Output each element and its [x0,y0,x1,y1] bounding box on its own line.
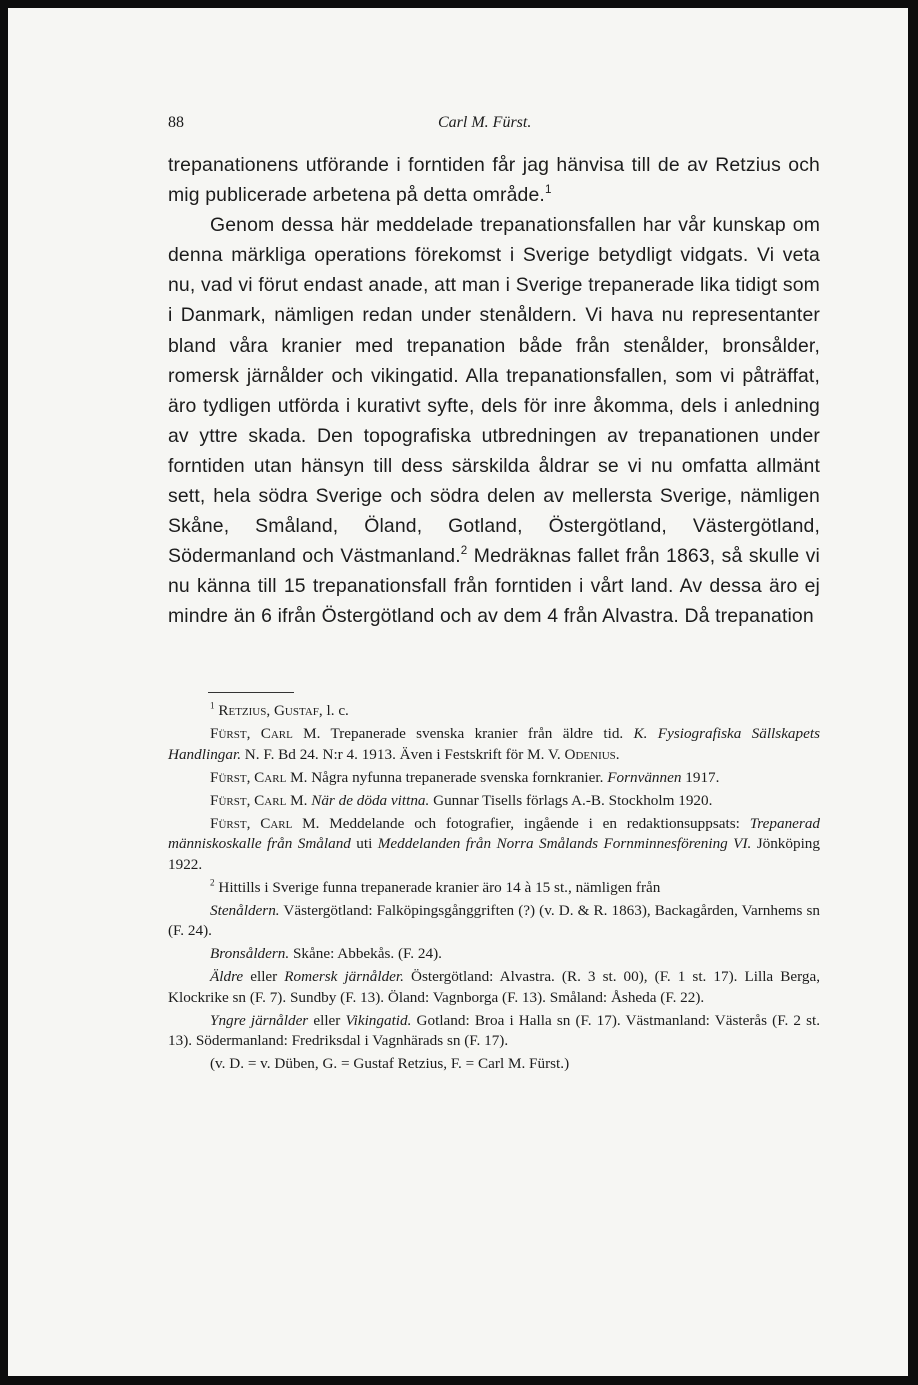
footnote: $^2$ Hittills i Sverige funna trepanerade kranier äro 14 à 15 st., nämligen från [210,877,661,896]
footnote: Äldre eller Romersk järnålder. Östergötland: Alvastra. (R. 3 st. 00), (F. 1 st. 17). Lilla Berga, Klockrike sn (F. 7). Sundby (F. 13). Öland: Vagnborga (F. 13). Småland: Åsheda (F. 22). [168,968,820,1006]
document-page [8,8,908,1376]
footnote: Fürst, Carl M. När de döda vittna. Gunnar Tisells förlags A.-B. Stockholm 1920. [210,791,713,809]
footnotes [168,701,820,1077]
footnote: Stenåldern. Västergötland: Falköpingsgånggriften (?) (v. D. & R. 1863), Backagården, Varnhems sn (F. 24). [168,901,820,939]
footnote-rule [208,692,294,693]
footnote: Fürst, Carl M. Några nyfunna trepanerade svenska fornkranier. Fornvännen 1917. [210,768,720,786]
page-header [168,114,823,140]
running-head: Carl M. Fürst. [438,114,532,131]
page-number: 88 [168,114,184,131]
footnote: (v. D. = v. Düben, G. = Gustaf Retzius, F. = Carl M. Fürst.) [210,1055,570,1072]
footnote: Bronsåldern. Skåne: Abbekås. (F. 24). [210,945,442,962]
footnote: Fürst, Carl M. Trepanerade svenska kranier från äldre tid. K. Fysiografiska Sällskapets Handlingar. N. F. Bd 24. N:r 4. 1913. Även i Festskrift för M. V. Odenius. [168,725,820,763]
footnote: Yngre järnålder eller Vikingatid. Gotland: Broa i Halla sn (F. 17). Västmanland: Västerås (F. 2 st. 13). Södermanland: Fredriksdal i Vagnhärads sn (F. 17). [168,1011,821,1049]
paragraph: trepanationens utförande i forntiden får jag hänvisa till de av Retzius och mig publicerade arbetena på detta område.$^1$ [168,154,820,207]
footnote: $^1$ Retzius, Gustaf, l. c. [210,700,349,719]
footnote-ref: 2 [460,544,468,558]
footnote-ref: 1 [544,182,552,196]
body-text [168,150,820,632]
paragraph: Genom dessa här meddelade trepanationsfallen har vår kunskap om denna märkliga operations förekomst i Sverige betydligt vidgats. Vi veta nu, vad vi förut endast anade, att man i Sverige trepanerade lika tidigt som i Danmark, nämligen redan under stenåldern. Vi hava nu representanter bland våra kranier med trepanation både från stenålder, bronsålder, romersk järnålder och vikingatid. Alla trepanationsfallen, som vi påträffat, äro tydligen utförda i kurativt syfte, dels för inre åkomma, dels i anledning av yttre skada. Den topografiska utbredningen av trepanationen under forntiden utan hänsyn till dess särskilda åldrar se vi nu omfatta allmänt sett, hela södra Sverige och södra delen av mellersta Sverige, nämligen Skåne, Småland, Öland, Gotland, Östergötland, Västergötland, Södermanland och Västmanland.$^2$ Medräknas fallet från 1863, så skulle vi nu känna till 15 trepanationsfall från forntiden i vårt land. Av dessa äro ej mindre än 6 ifrån Östergötland och av dem 4 från Alvastra. Då trepanation [168,214,820,628]
footnote: Fürst, Carl M. Meddelande och fotografier, ingående i en redaktionsuppsats: Trepanerad människoskalle från Småland uti Meddelanden från Norra Smålands Fornminnesförening VI. Jönköping 1922. [168,814,821,873]
